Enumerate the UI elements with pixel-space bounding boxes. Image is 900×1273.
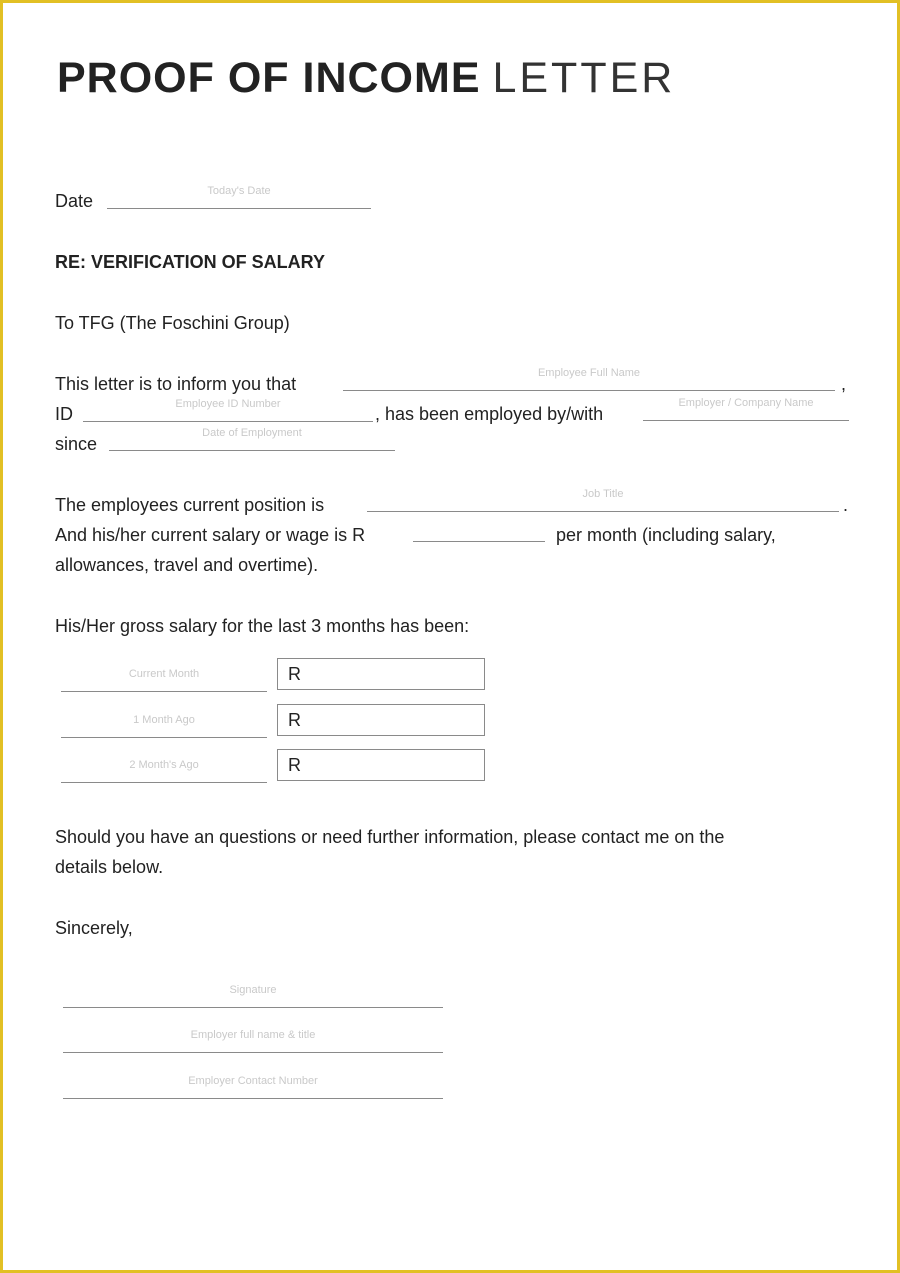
employer-name-line[interactable] [63, 1029, 443, 1053]
gross-heading: His/Her gross salary for the last 3 months has been: [55, 616, 470, 636]
page-title [57, 53, 675, 103]
allowances-text: allowances, travel and overtime). [55, 555, 319, 575]
month-amount-box[interactable]: R [277, 749, 485, 781]
to-line: To TFG (The Foschini Group) [55, 313, 290, 333]
date-label: Date [55, 191, 94, 211]
employer-field[interactable] [643, 397, 849, 421]
comma-text: , [841, 374, 847, 394]
re-line: RE: VERIFICATION OF SALARY [55, 252, 325, 272]
month-label-field[interactable] [61, 714, 267, 738]
date-field[interactable] [107, 185, 371, 209]
salary-text: And his/her current salary or wage is R [55, 525, 366, 545]
employment-date-field[interactable] [109, 427, 395, 451]
employer-contact-line[interactable] [63, 1075, 443, 1099]
contact-line-1: Should you have an questions or need further information, please contact me on the [55, 827, 725, 847]
date-hint: Today's Date [207, 185, 271, 197]
intro-text: This letter is to inform you that [55, 374, 297, 394]
id-label: ID [55, 404, 73, 424]
employed-text: , has been employed by/with [375, 404, 604, 424]
salary-field[interactable] [413, 523, 545, 542]
title-light: LETTER [492, 54, 676, 102]
employer-contact-hint: Employer Contact Number [188, 1075, 318, 1087]
employment-date-hint: Date of Employment [202, 427, 302, 439]
closing-text: Sincerely, [55, 918, 133, 938]
month-amount-box[interactable]: R [277, 658, 485, 690]
position-text: The employees current position is [55, 495, 325, 515]
contact-line-2: details below. [55, 857, 164, 877]
title-bold: PROOF OF INCOME [57, 54, 481, 102]
employer-name-hint: Employer full name & title [190, 1029, 316, 1041]
month-amount-box[interactable]: R [277, 704, 485, 736]
per-month-text: per month (including salary, [556, 525, 776, 545]
job-title-field[interactable] [367, 488, 839, 512]
month-hint: 1 Month Ago [133, 714, 195, 726]
month-label-field[interactable] [61, 759, 267, 783]
signature-hint: Signature [229, 984, 277, 996]
employee-id-hint: Employee ID Number [175, 398, 281, 410]
employee-name-field[interactable] [343, 367, 835, 391]
period-text: . [843, 495, 849, 515]
job-title-hint: Job Title [582, 488, 624, 500]
since-label: since [55, 434, 98, 454]
month-hint: 2 Month's Ago [129, 759, 199, 771]
employee-id-field[interactable] [83, 398, 373, 422]
employer-hint: Employer / Company Name [678, 397, 814, 409]
employee-name-hint: Employee Full Name [537, 367, 641, 379]
month-label-field[interactable] [61, 668, 267, 692]
signature-line[interactable] [63, 984, 443, 1008]
month-hint: Current Month [128, 668, 200, 680]
